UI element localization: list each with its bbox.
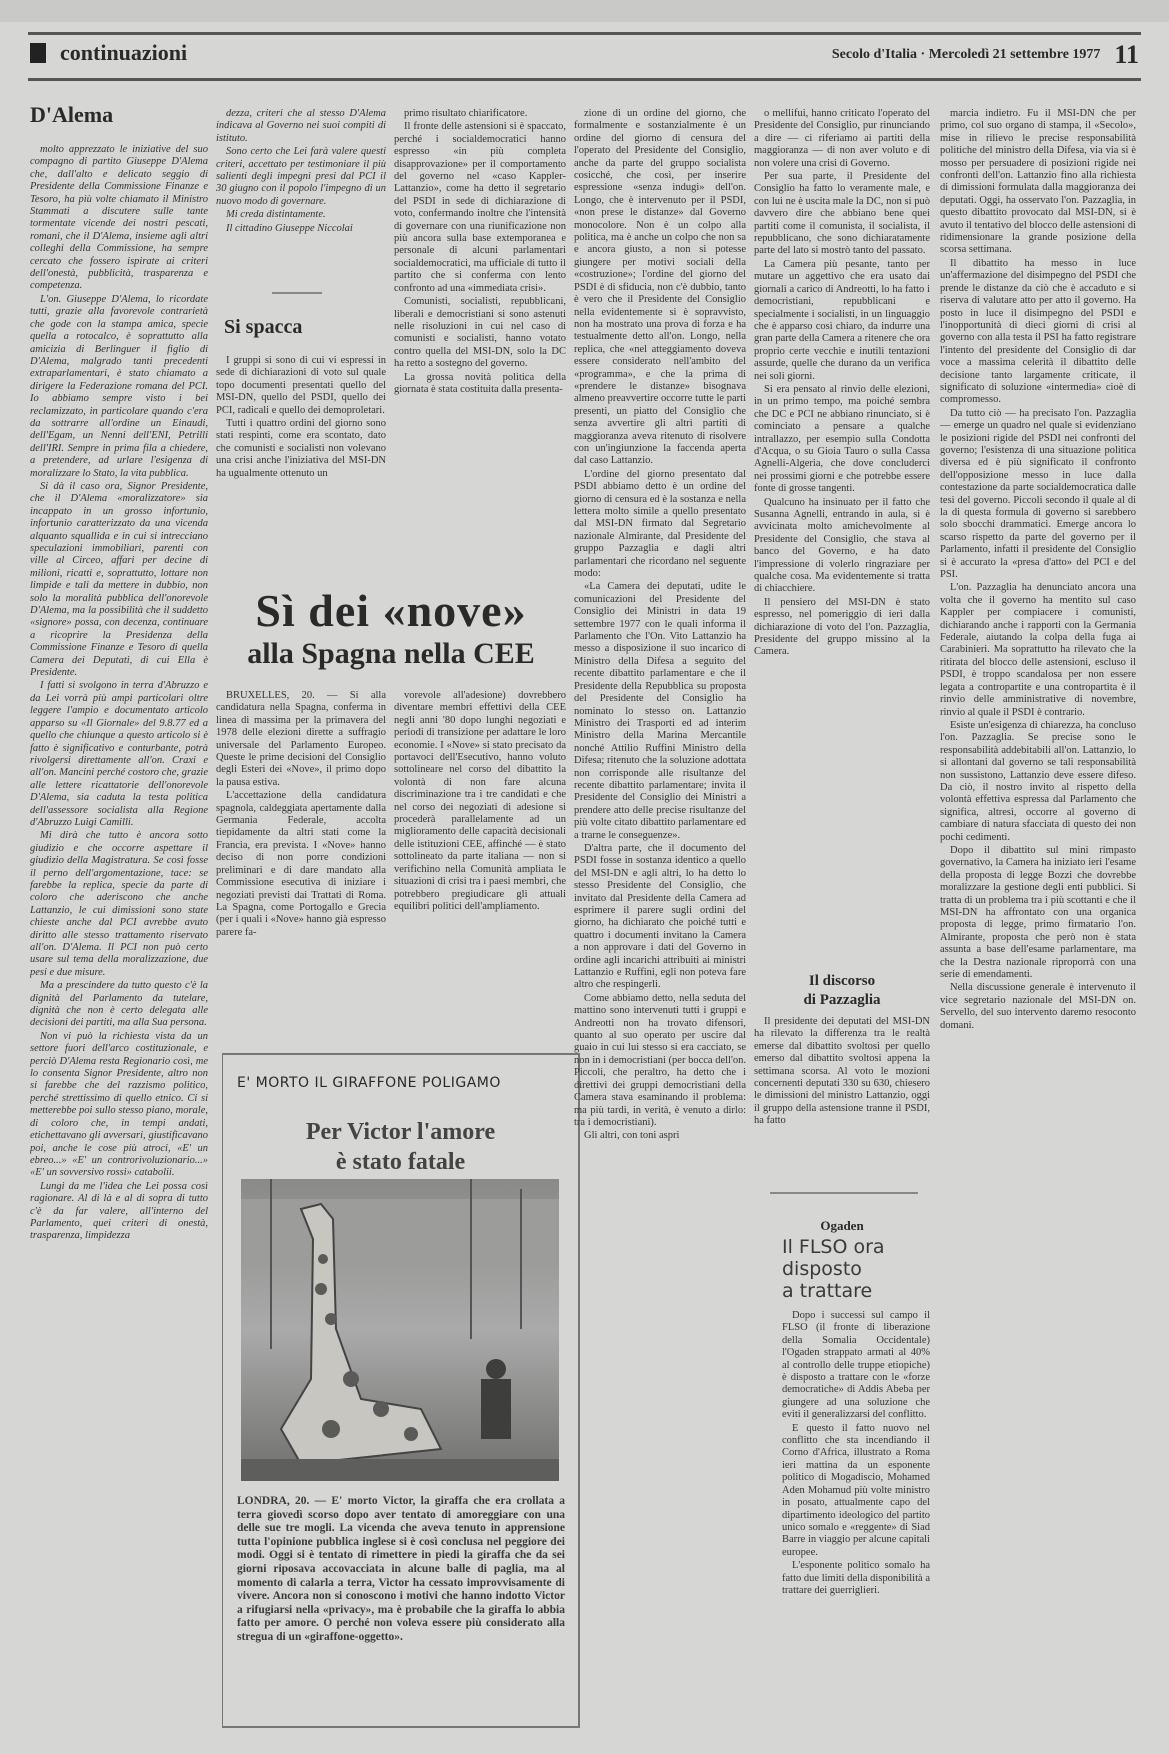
header-rule-top [28, 32, 1141, 35]
paragraph: Da tutto ciò — ha precisato l'on. Pazzaglia — emerge un quadro nel quale si evidenziano le posizioni rigide del PSDI nei confronti del governo; l'esistenza di una situazione politica diversa ed è più significato il confronto dell'opposizione messo in luce dalla contestazione da parte socialdemocratica dalle tesi del governo. Piccoli secondo il quale al di la di questa formula di governo si sarebbero solo sbocchi drammatici. Emerge ancora lo scarso rispetto da parte del governo per il Parlamento, infatti il presidente del Consiglio si è accurato la «presa d'atto» del PCI e del PSI. [940, 407, 1136, 581]
paragraph: I gruppi si sono di cui vi espressi in sede di dichiarazioni di voto sul quale topo documenti presentati quello del MSI-DN, quello del PSDI, quello dei PCI, radicali e quello dei demoproletari. [216, 355, 386, 416]
paragraph: L'accettazione della candidatura spagnola, caldeggiata apertamente dalla Germania Federale, accolta tiepidamente da altri stati come la Francia, era prevista. I «Nove» hanno deciso di non porre condizioni preliminari e di dare mandato alla Commissione esecutiva di iniziare i negoziati previsti dai Trattati di Roma. La Spagna, come Portogallo e Grecia (per i quali i «Nove» hanno già espresso parere fa- [216, 790, 386, 938]
paragraph: Il fronte delle astensioni si è spaccato, perché i socialdemocratici hanno espresso «in più completa disapprovazione» per il comportamento del governo nel «caso Kappler-Lattanzio», come ha detto il segretario del PSDI in sede di dichiarazione di voto, confermando inoltre che l'intensità di governare con una riunificazione non più ancora sulla base extemporanea e personale di alcuni parlamentari socialdemocratici, ma ufficiale di tutto il partito che si conferma con lento confronto ad una «immediata crisi». [394, 121, 566, 294]
paragraph: L'esponente politico somalo ha fatto due limiti della disponibilità a trattare dei guerriglieri. [782, 1560, 930, 1596]
giraffe-kicker: E' MORTO IL GIRAFFONE POLIGAMO [237, 1075, 501, 1091]
paragraph: E questo il fatto nuovo nel conflitto che sta incendiando il Corno d'Africa, illustrato a Roma ieri mattina da un esponente politico di Mogadiscio, Mohamed Aden Mohamud più volte ministro in posato, attualmente capo del dipartimento ideologico del partito unico somalo e «reggente» di Siad Barre in viaggio per alcune capitali europee. [782, 1422, 930, 1558]
spagna-headline [216, 584, 566, 671]
ogaden-kicker: Ogaden [820, 1218, 864, 1233]
giraffe-article-text: LONDRA, 20. — E' morto Victor, la giraffa che era crollata a terra giovedì scorso dopo aver tentato di amoreggiare con una delle sue tre mogli. La vicenda che aveva tenuto in apprensione tutta l'opinione pubblica inglese si è così conclusa nel peggiore dei modi. Oggi si è tentato di rimettere in piedi la giraffa che da sei giorni riposava accovacciata in alcune balle di paglia, ma al momento di calarla a terra, Victor ha cessato improvvisamente di vivere. Ancora non si conoscono i motivi che hanno indotto Victor a rifugiarsi nella «privacy», ma è probabile che la giraffa lo abbia fatto per amore. O perché non voleva essere più considerato alla stregua di un «giraffone-oggetto». [237, 1495, 565, 1643]
si-spacca-article [216, 355, 386, 535]
ogaden-article [782, 1310, 930, 1730]
dalema-continuation [216, 108, 386, 260]
paragraph: Esiste un'esigenza di chiarezza, ha concluso l'on. Pazzaglia. Se precise sono le responsabilità addebitabili all'on. Lattanzio, lo si allontani dal governo se tali responsabilità non sussistono, Lattanzio deve essere difeso. Da ciò, il nostro invito al rispetto della volontà effettiva espressa dal Parlamento che significa, altresì, occorre al governo di cambiare di natura sfacciata di questo dei non pochi cedimenti. [940, 719, 1136, 843]
section-title: continuazioni [60, 40, 188, 65]
paragraph: zione di un ordine del giorno, che formalmente e sostanzialmente è un ordine del giorno di censura del l'operato del Presidente del Consiglio, anche da parte del gruppo socialista cosicché, che così, per inserire espressione «senza indugi» dell'on. Longo, che è intervenuto per il PSDI, «non prese le distanze» dal Governo monocolore. Non è un colpo alla politica, ma è anche un colpo che non sa e ancora giusto, a non si potesse giungere per motivi sociali della «costruzione»; l'ordine del giorno del PSDI è di sfiducia, non c'è dubbio, tanto è vero che il Presidente del Consiglio nella evidentemente si è sopravvisto, non ha mostrato una prova di forza e ha testualmente detto all'on. Longo, nella replica, che «nel atteggiamento doveva essere considerato nell'ambito del «programma», e che la prima di «prendere le distanze» bisognava almeno preavvertire occorre tutte le parti presenti, un piatto del Consiglio che senza avvertire gli altri partiti di maggioranza aveva ritenuto di risolvere con un'ingiunzione la faccenda aperta dal caso Lattanzio. [574, 108, 746, 467]
si-spacca-title: Si spacca [224, 316, 303, 338]
paragraph: L'on. Pazzaglia ha denunciato ancora una volta che il governo ha mentito sul caso Kappler per compiacere i comunisti, dichiarando anche i rapporti con la Germania Federale, aiutando la colpa della fuga ai Carabinieri. Ma soprattutto ha rilevato che la ritirata del blocco delle astensioni, escluso il PSDI, è troppo scandalosa per non essere legata a contropartite e una contropartita è il rinvio delle amministrative di novembre, rinvio al quale il PSDI è contrario. [940, 582, 1136, 718]
paragraph: Si era pensato al rinvio delle elezioni, in un primo tempo, ma poiché sembra che DC e PCI ne abbiano rinunciato, si è cominciato a pensare a qualche intrallazzo, per esempio sulla Condotta d'Acqua, o su Gioia Tauro o sulla Cassa Agnelli-Algeria, che dove concluderci nei prossimi giorni e che potrebbe essere fonte di grosse tangenti. [754, 383, 930, 495]
masthead-date: Secolo d'Italia · Mercoledì 21 settembre 1977 [831, 47, 1101, 62]
paragraph: o mellifui, hanno criticato l'operato del Presidente del Consiglio, pur rinunciando a dire — ci riferiamo ai partiti della maggioranza — di non aver voluto e di non volere una crisi di Governo. [754, 108, 930, 169]
newspaper-logo-icon [30, 43, 46, 63]
paragraph: Ma a prescindere da tutto questo c'è la dignità del Parlamento da tutelare, dignità che non è certo delegata alle decisioni dei partiti, ma alla Sua persona. [30, 980, 208, 1029]
dalema-title: D'Alema [30, 102, 114, 127]
pazzaglia-speech [754, 1016, 930, 1166]
paragraph: primo risultato chiarificatore. [404, 108, 528, 119]
spagna-title-line2: alla Spagna nella CEE [247, 637, 535, 670]
paragraph: Il pensiero del MSI-DN è stato espresso, nel pomeriggio di ieri dalla dichiarazione di voto del l'on. Pazzaglia, Presidente del gruppo missino al la Camera. [754, 596, 930, 658]
paragraph: Comunisti, socialisti, repubblicani, liberali e democristiani si sono astenuti nelle risoluzioni in cui nel caso di comunisti e socialisti, hanno votato contro quella del MSI-DN, solo la DC ha retto a sostegno del governo. [394, 296, 566, 370]
giraffe-title-line2: è stato fatale [335, 1149, 466, 1175]
paragraph: Dopo il dibattito sul mini rimpasto governativo, la Camera ha iniziato ieri l'esame della proposta di legge Bozzi che dovrebbe moralizzare la gestione degli enti pubblici. Si tratta di un problema tra i più scottanti e che il MSI-DN ha affrontato con una organica proposta di legge, primo firmatario l'on. Almirante, proposta che però non è stata assunta a base dell'esame parlamentare, ma che la Destra nazionale riproporrà con una serie di emendamenti. [940, 844, 1136, 981]
pazzaglia-article-col4 [574, 108, 746, 1738]
ogaden-title-line1: Il FLSO ora [782, 1236, 885, 1258]
section-header [30, 40, 187, 66]
ogaden-title [782, 1236, 885, 1302]
paragraph: Si dà il caso ora, Signor Presidente, che il D'Alema «moralizzatore» sia incappato in un grosso infortunio, infortunio caratterizzato da una vicenda alquanto squallida e in cui si intrecciano speculazioni immobiliari, parenti con ville al Circeo, affari per decine di milioni, ricatti e, soprattutto, lottare non limpide e tali da mettere in dubbio, non solo la moralità pubblica dell'onorevole D'Alema, ma la possibilità che il suddetto «signore» possa, con decenza, continuare a ricoprire la Presidenza della Commissione Finanze e Tesoro di quella Camera dei Deputati, di cui Ella è Presidente. [30, 480, 208, 679]
paragraph: I fatti si svolgono in terra d'Abruzzo e da Lei vorrà più ampi particolari oltre leggere l'ampio e documentato articolo apparso su «Il Giornale» del 9.8.77 ed a quello che chiunque a questo articolo si è fatto è significativo e conturbante, potrà rivolgersi direttamente all'on. Craxi e all'on. Mancini perché costoro che, grazie alle lettere ricattatorie dell'onorevole D'Alema, sia caduta la testa politica dell'assessore socialista alla Regione d'Abruzzo Luigi Camilli. [30, 680, 208, 828]
paragraph: L'ordine del giorno presentato dal PSDI abbiamo detto è un ordine del giorno di censura ed è la sostanza e nella lettera molto simile a quello presentato dal MSI-DN firmato dal Segretario nazionale Almirante, dal Presidente del gruppo Pazzaglia e dagli altri parlamentari che ricordano nel seguente modo: [574, 468, 746, 580]
paragraph: Come abbiamo detto, nella seduta del mattino sono intervenuti tutti i gruppi e Andreotti non ha trovato difensori, quanto al suo operato per uscire dal guaio in cui lui stesso si era cacciato, se non in i democristiani (per bocca dell'on. Piccoli, che peraltro, ha detto che i direttivi dei gruppi democristiani della Camera stava esaminando il problema: ma più tardi, in verità, è venuto a dirlo: tra i democristiani). [574, 992, 746, 1128]
divider [770, 1192, 918, 1194]
pazzaglia-subhead-line2: di Pazzaglia [803, 992, 881, 1008]
paragraph: Gli altri, con toni aspri [584, 1130, 680, 1142]
paragraph: L'on. Giuseppe D'Alema, lo ricordate tutti, grazie alla favorevole contrarietà che gode con la stampa amica, specie quella a rotocalco, è soprattutto alla amicizia di Berlinguer il figlio di D'Alema, malgrado tanti precedenti extraparlamentari, è stato chiamato a dirigere la Federazione romana del PCI. Io abbiamo sempre visto i bei reclamizzato, in particolare quando c'era da sottrarre all'ordine un Einaudi, dell'Egam, un Nenni dell'ENI, Petrilli dell'IRI. Sempre in prima fila a chiedere, a pretendere, ad urlare l'esigenza di moralizzare lo Stato, la vita pubblica. [30, 293, 208, 479]
pazzaglia-article-col6 [940, 108, 1136, 1738]
paragraph: La grossa novità politica della giornata è stata costituita dalla presenta- [394, 371, 566, 395]
giraffe-title [223, 1117, 578, 1177]
ogaden-title-line2: disposto [782, 1258, 862, 1280]
pazzaglia-subhead-line1: Il discorso [808, 973, 876, 989]
pazzaglia-article-col5 [754, 108, 930, 970]
giraffe-article-box [222, 1053, 580, 1728]
paragraph: Sono certo che Lei farà valere questi criteri, accettato per testimoniare il più salienti degli impegni presi dal PCI il 30 giugno con il popolo l'impegno di un nuovo modo di governare. [216, 146, 386, 207]
header-rule-bottom [28, 78, 1141, 81]
ogaden-title-line3: a trattare [782, 1280, 873, 1302]
page-number: 11 [1114, 40, 1139, 69]
paragraph: Il presidente dei deputati del MSI-DN ha rilevato la differenza tra le realtà emerse dal dibattito svoltosi per quello emerso dal dibattito svoltosi appena la settimana scorsa. Al voto le mozioni concernenti deputati 330 su 630, chiesero le dimissioni del ministro Lattanzio, oggi il gruppo della astensione tranne il PSDI, ha fatto [754, 1016, 930, 1127]
paragraph: Nella discussione generale è intervenuto il vice segretario nazionale del MSI-DN on. Servello, del suo intervento daremo resoconto domani. [940, 982, 1136, 1031]
spagna-article-col-a [216, 690, 386, 1035]
paragraph: La Camera più pesante, tanto per mutare un aggettivo che era usato dai giornali a carico di Andreotti, lo ha fatto i democristiani, repubblicani e specialmente i socialisti, in un linguaggio che è apparso così chiaro, da indurre una gran parte della Camera a ritenere che ora proprio certe vecchie e inutili tentazioni assurde, quelle che durano da un verifica nei soli giorni. [754, 258, 930, 382]
si-spacca-continuation [394, 108, 566, 535]
pazzaglia-subhead [754, 972, 930, 1010]
paragraph: dezza, criteri che al stesso D'Alema indicava al Governo nei suoi compiti di istituto. [216, 108, 386, 144]
paragraph: Qualcuno ha insinuato per il fatto che Susanna Agnelli, entrando in aula, si è avvicinata molto amichevolmente al Presidente del Consiglio, che stava al banco del Governo, e ha dato l'impressione di volerlo ringraziare per qualche cosa. Ma evidentemente si tratta di chiacchiere. [754, 496, 930, 595]
page-top-margin [0, 0, 1169, 22]
paragraph: BRUXELLES, 20. — Si alla candidatura nella Spagna, conferma in linea di massima per la primavera del 1978 delle elezioni dirette a suffragio universale del Parlamento Europeo. Queste le prime decisioni del Consiglio degli Esteri dei «Nove», il primo dopo la pausa estiva. [216, 690, 386, 788]
giraffe-photo [241, 1179, 559, 1481]
paragraph: molto apprezzato le iniziative del suo compagno di partito Giuseppe D'Alema che, dall'alto e delicato seggio di Presidente della Commissione Finanze e Tesoro, ha più volte chiamato il Ministro Stammati a discutere sulle tante tormentate vicende dei nostri pescati, romani, che il D'Alema, insieme agli altri colleghi della Commissione, ha sempre cercato che fossero ispirate ai criteri dell'onestà, pubblicità, trasparenza e competenza. [30, 144, 208, 292]
paragraph: Mi dirà che tutto è ancora sotto giudizio e che occorre aspettare il giudizio della Magistratura. Se così fosse il perno dell'argomentazione, tace: se farebbe la replica, specie da parte di coloro che aderiscono che anche Lattanzio, le cui dimissioni sono state chieste anche dal PCI avrebbe avuto diritto alle stesso trattamento riservato all'on. D'Alema. Il PCI non può certo usare sul tema della moralizzazione, due pesi e due misure. [30, 830, 208, 978]
paragraph: Tutti i quattro ordini del giorno sono stati respinti, come era scontato, dato che comunisti e socialisti non volevano una crisi anche l'iniziativa del MSI-DN ha ugualmente ottenuto un [216, 418, 386, 479]
dalema-article [30, 144, 208, 1734]
paragraph: Mi creda distintamente. [226, 209, 326, 221]
paragraph: Non vi può la richiesta vista da un settore fuori dell'arco costituzionale, e perciò D'Alema resta Regionario così, me lo consenta Signor Presidente, altro non si farebbe che del razzismo politico, perché strettissimo di quello etnico. Ci si metterebbe poi sullo stesso piano, morale, di coloro che, in tempi andati, etichettavano gli avversari, giustificavano poi, anche le cose più atroci, «E' un ebreo...» «E' un controrivoluzionario...» «E' un sovversivo rossi» catabolii. [30, 1030, 208, 1179]
paragraph: Il cittadino Giuseppe Niccolai [226, 222, 353, 234]
masthead [832, 40, 1139, 70]
paragraph: D'altra parte, che il documento del PSDI fosse in sostanza identico a quello del MSI-DN e agli altri, lo ha detto lo stesso Presidente del Consiglio, che invitato dal Presidente della Camera ad esprimere il parere sugli ordini del giorno, ha dichiarato che poiché tutti e quattro i documenti invitano la Camera a non approvare i dati del Governo in ordine agli incarichi attribuiti ai ministri Lattanzio e Ruffini, egli non poteva fare altro che respingerli. [574, 842, 746, 991]
spagna-article-col-b [394, 690, 566, 1035]
paragraph: Per sua parte, il Presidente del Consiglio ha fatto lo veramente male, e con lui ne è uscita male la DC, non si può davvero dire che abbiano bene quei partiti come il comunista, il socialista, il repubblicano, che sono dichiaratamente parte del lato si mostrò tanto del passato. [754, 171, 930, 257]
paragraph: vorevole all'adesione) dovrebbero diventare membri effettivi della CEE negli anni '80 dopo lunghi negoziati e periodi di transizione per adattare le loro economie. I «Nove» si stato precisato da portavoci dell'Esecutivo, hanno voluto sottolineare nel corso del dibattito la volontà di non fare alcuna discriminazione tra i tre candidati e che nel corso dei negoziati di adesione si procederà parallelamente ad un miglioramento delle capacità decisionali delle istituzioni CEE, affinché — è stato sottolineato da parte italiana — non si verifichino nella Comunità ampliata le situazioni di crisi tra i paesi membri, che potrebbero pregiudicare gli attuali equilibri politici dell'ampliamento. [394, 690, 566, 912]
paragraph: Il dibattito ha messo in luce un'affermazione del disimpegno del PSDI che prende le distanze da ciò che è accaduto e si riserva di valutare atto per atto il governo. Ha posto in luce il disimpegno del PSDI e l'inopportunità di dieci giorni di crisi al governo con alla testa il PSI ha fatto registrare l'intento del presidente del Consiglio di dar voce a massima celerità il dibattito delle decisione tanto largamente criticate, il significato di soluzione «intermedia» cioè di compromesso. [940, 257, 1136, 406]
paragraph: «La Camera dei deputati, udite le comunicazioni del Presidente del Consiglio dei Ministri in data 19 settembre 1977 con le quali informa il Parlamento che l'On. Vito Lattanzio ha messo a disposizione il suo incarico di Ministro della Difesa a seguito del recente dibattito parlamentare e che il Presidente della Repubblica su proposta del Presidente del Consiglio ha nominato lo stesso on. Lattanzio Ministro dei Trasporti ed ad interim Ministro della Marina Mercantile nonché Attilio Ruffini Ministro della Difesa; ritenuto che la soluzione adottata non corrisponde alle risultanze del recente dibattito parlamentare; invita il Presidente del Consiglio dei Ministri a prendere atto delle precise risultanze del più volte citato dibattito parlamentare ed a trarne le conseguenze». [574, 581, 746, 841]
divider [272, 292, 322, 294]
paragraph: Lungi da me l'idea che Lei possa così ragionare. Al di là e al di sopra di tutto c'è da far valere, all'interno del Parlamento, quei criteri di onestà, trasparenza, limpidezza [30, 1180, 208, 1242]
spagna-title-line1: Sì dei «nove» [255, 585, 527, 636]
paragraph: Dopo i successi sul campo il FLSO (il fronte di liberazione della Somalia Occidentale) l'Ogaden strappato armati al 40% al controllo delle truppe etiopiche) è disposto a trattare con le «forze democratiche» di Addis Abeba per giungere ad una soluzione che eviti il generalizzarsi del conflitto. [782, 1310, 930, 1421]
giraffe-title-line1: Per Victor l'amore [305, 1119, 496, 1145]
paragraph: marcia indietro. Fu il MSI-DN che per primo, col suo organo di stampa, il «Secolo», mise in rilievo le precise responsabilità politiche del ministro della Difesa, via via si è mosso per persuadere di posizioni rigide nei confronti dell'on. Lattanzio fino alla richiesta di dimissioni formulata dalla maggioranza dei deputati. Oggi, ha osservato l'on. Pazzaglia, in questo dibattito provocato dal MSI-DN, si è avuto il tentativo del blocco delle astensioni di ridimensionare la grande posizione della scorsa settimana. [940, 108, 1136, 256]
